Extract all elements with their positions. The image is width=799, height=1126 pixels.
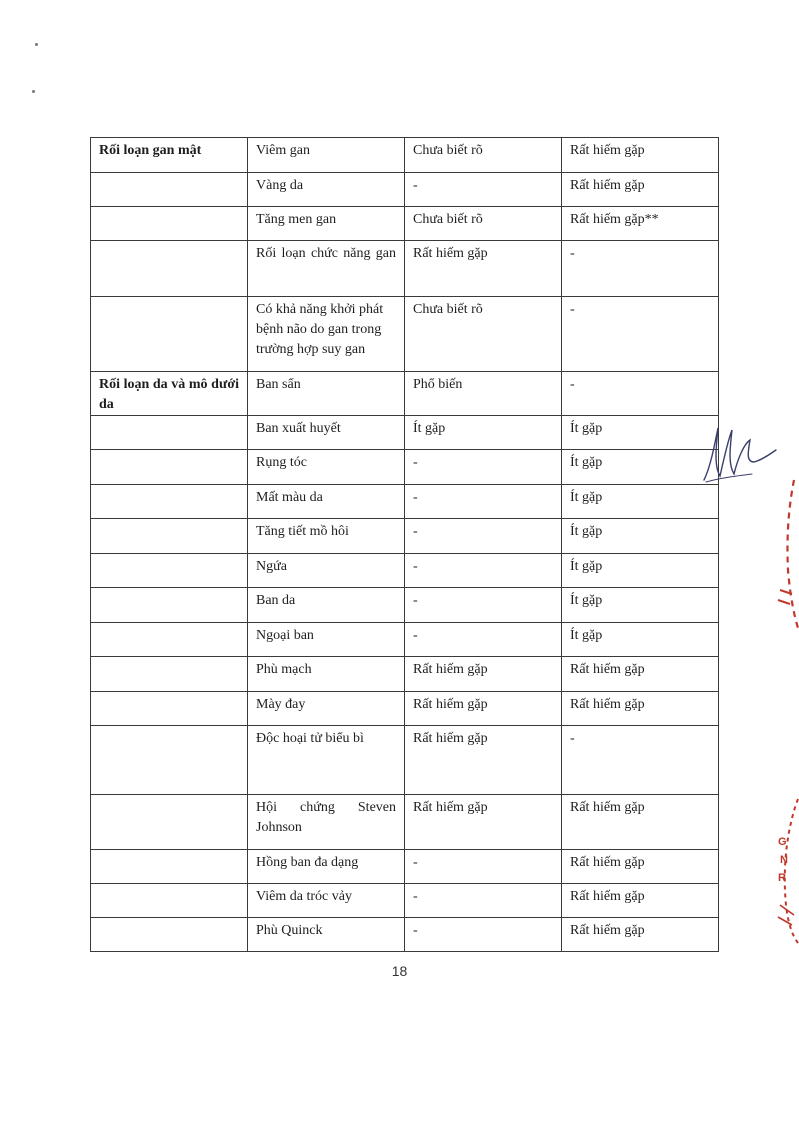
frequency-cell: Rất hiếm gặp bbox=[405, 795, 562, 850]
effect-cell: Rối loạn chức năng gan bbox=[248, 241, 405, 297]
table-row bbox=[91, 372, 719, 416]
svg-text:R: R bbox=[778, 872, 786, 884]
frequency-cell: Rất hiếm gặp bbox=[562, 692, 719, 726]
effect-cell: Vàng da bbox=[248, 173, 405, 207]
frequency-cell: Rất hiếm gặp bbox=[405, 657, 562, 692]
frequency-cell: Rất hiếm gặp bbox=[405, 241, 562, 297]
frequency-cell: Rất hiếm gặp bbox=[562, 884, 719, 918]
table-row bbox=[91, 692, 719, 726]
group-label-continuation bbox=[91, 884, 248, 918]
frequency-cell: Chưa biết rõ bbox=[405, 138, 562, 173]
frequency-cell: Phổ biến bbox=[405, 372, 562, 416]
frequency-cell: Chưa biết rõ bbox=[405, 207, 562, 241]
frequency-cell: Rất hiếm gặp bbox=[562, 657, 719, 692]
group-label-continuation bbox=[91, 623, 248, 657]
table-row bbox=[91, 297, 719, 372]
frequency-cell: Ít gặp bbox=[562, 416, 719, 450]
effect-cell: Ngoại ban bbox=[248, 623, 405, 657]
frequency-cell: Ít gặp bbox=[562, 554, 719, 588]
group-label-continuation bbox=[91, 692, 248, 726]
frequency-cell: Rất hiếm gặp bbox=[562, 795, 719, 850]
frequency-cell: - bbox=[405, 485, 562, 519]
handwritten-signature bbox=[700, 418, 780, 488]
effect-cell: Độc hoại tử biểu bì bbox=[248, 726, 405, 795]
frequency-cell: - bbox=[405, 173, 562, 207]
effect-cell: Hội chứng Steven Johnson bbox=[248, 795, 405, 850]
frequency-cell: Rất hiếm gặp** bbox=[562, 207, 719, 241]
frequency-cell: - bbox=[405, 884, 562, 918]
frequency-cell: - bbox=[562, 726, 719, 795]
group-label: Rối loạn gan mật bbox=[91, 138, 248, 173]
table-row bbox=[91, 138, 719, 173]
table-row bbox=[91, 450, 719, 485]
effect-cell: Rụng tóc bbox=[248, 450, 405, 485]
group-label-continuation bbox=[91, 297, 248, 372]
effect-cell: Ban sẩn bbox=[248, 372, 405, 416]
table-row bbox=[91, 850, 719, 884]
group-label-continuation bbox=[91, 726, 248, 795]
table-row bbox=[91, 726, 719, 795]
frequency-cell: - bbox=[405, 554, 562, 588]
frequency-cell: Rất hiếm gặp bbox=[562, 850, 719, 884]
frequency-cell: Rất hiếm gặp bbox=[562, 918, 719, 952]
effect-cell: Phù mạch bbox=[248, 657, 405, 692]
stamp-fragment-bottom bbox=[770, 795, 799, 945]
group-label-continuation bbox=[91, 450, 248, 485]
frequency-cell: Ít gặp bbox=[562, 450, 719, 485]
group-label-continuation bbox=[91, 173, 248, 207]
frequency-cell: Rất hiếm gặp bbox=[405, 726, 562, 795]
table-row bbox=[91, 623, 719, 657]
group-label-continuation bbox=[91, 850, 248, 884]
group-label-continuation bbox=[91, 918, 248, 952]
frequency-cell: - bbox=[405, 918, 562, 952]
frequency-cell: - bbox=[562, 372, 719, 416]
effect-cell: Mày đay bbox=[248, 692, 405, 726]
frequency-cell: Chưa biết rõ bbox=[405, 297, 562, 372]
table-row bbox=[91, 485, 719, 519]
table-row bbox=[91, 519, 719, 554]
effect-cell: Ban da bbox=[248, 588, 405, 623]
frequency-cell: Ít gặp bbox=[562, 519, 719, 554]
effect-cell: Viêm da tróc vảy bbox=[248, 884, 405, 918]
effect-cell: Ban xuất huyết bbox=[248, 416, 405, 450]
table-row bbox=[91, 207, 719, 241]
table-row bbox=[91, 173, 719, 207]
group-label-continuation bbox=[91, 657, 248, 692]
page-number: 18 bbox=[391, 963, 408, 979]
table-row bbox=[91, 588, 719, 623]
svg-text:G: G bbox=[778, 836, 787, 848]
group-label-continuation bbox=[91, 554, 248, 588]
table-row bbox=[91, 795, 719, 850]
frequency-cell: Ít gặp bbox=[562, 485, 719, 519]
table-row bbox=[91, 918, 719, 952]
effect-cell: Tăng tiết mồ hôi bbox=[248, 519, 405, 554]
effect-cell: Hồng ban đa dạng bbox=[248, 850, 405, 884]
svg-text:N: N bbox=[780, 854, 788, 866]
frequency-cell: - bbox=[405, 623, 562, 657]
group-label-continuation bbox=[91, 241, 248, 297]
table-row bbox=[91, 554, 719, 588]
table-row bbox=[91, 657, 719, 692]
frequency-cell: Rất hiếm gặp bbox=[562, 138, 719, 173]
frequency-cell: - bbox=[405, 850, 562, 884]
group-label-continuation bbox=[91, 485, 248, 519]
frequency-cell: - bbox=[405, 450, 562, 485]
frequency-cell: - bbox=[562, 297, 719, 372]
effect-cell: Mất màu da bbox=[248, 485, 405, 519]
effect-cell: Có khả năng khởi phát bệnh não do gan trong trường hợp suy gan bbox=[248, 297, 405, 372]
scan-speck bbox=[32, 90, 35, 93]
frequency-cell: Rất hiếm gặp bbox=[562, 173, 719, 207]
effect-cell: Phù Quinck bbox=[248, 918, 405, 952]
frequency-cell: Rất hiếm gặp bbox=[405, 692, 562, 726]
frequency-cell: Ít gặp bbox=[562, 588, 719, 623]
frequency-cell: Ít gặp bbox=[405, 416, 562, 450]
group-label-continuation bbox=[91, 519, 248, 554]
frequency-cell: - bbox=[405, 588, 562, 623]
stamp-fragment-top bbox=[770, 470, 799, 630]
group-label-continuation bbox=[91, 588, 248, 623]
frequency-cell: Ít gặp bbox=[562, 623, 719, 657]
adverse-effects-table bbox=[90, 137, 719, 952]
frequency-cell: - bbox=[405, 519, 562, 554]
table-row bbox=[91, 241, 719, 297]
effect-cell: Ngứa bbox=[248, 554, 405, 588]
group-label-continuation bbox=[91, 207, 248, 241]
effect-cell: Viêm gan bbox=[248, 138, 405, 173]
group-label-continuation bbox=[91, 416, 248, 450]
frequency-cell: - bbox=[562, 241, 719, 297]
table-row bbox=[91, 416, 719, 450]
group-label: Rối loạn da và mô dưới da bbox=[91, 372, 248, 416]
group-label-continuation bbox=[91, 795, 248, 850]
scan-speck bbox=[35, 43, 38, 46]
table-row bbox=[91, 884, 719, 918]
effect-cell: Tăng men gan bbox=[248, 207, 405, 241]
